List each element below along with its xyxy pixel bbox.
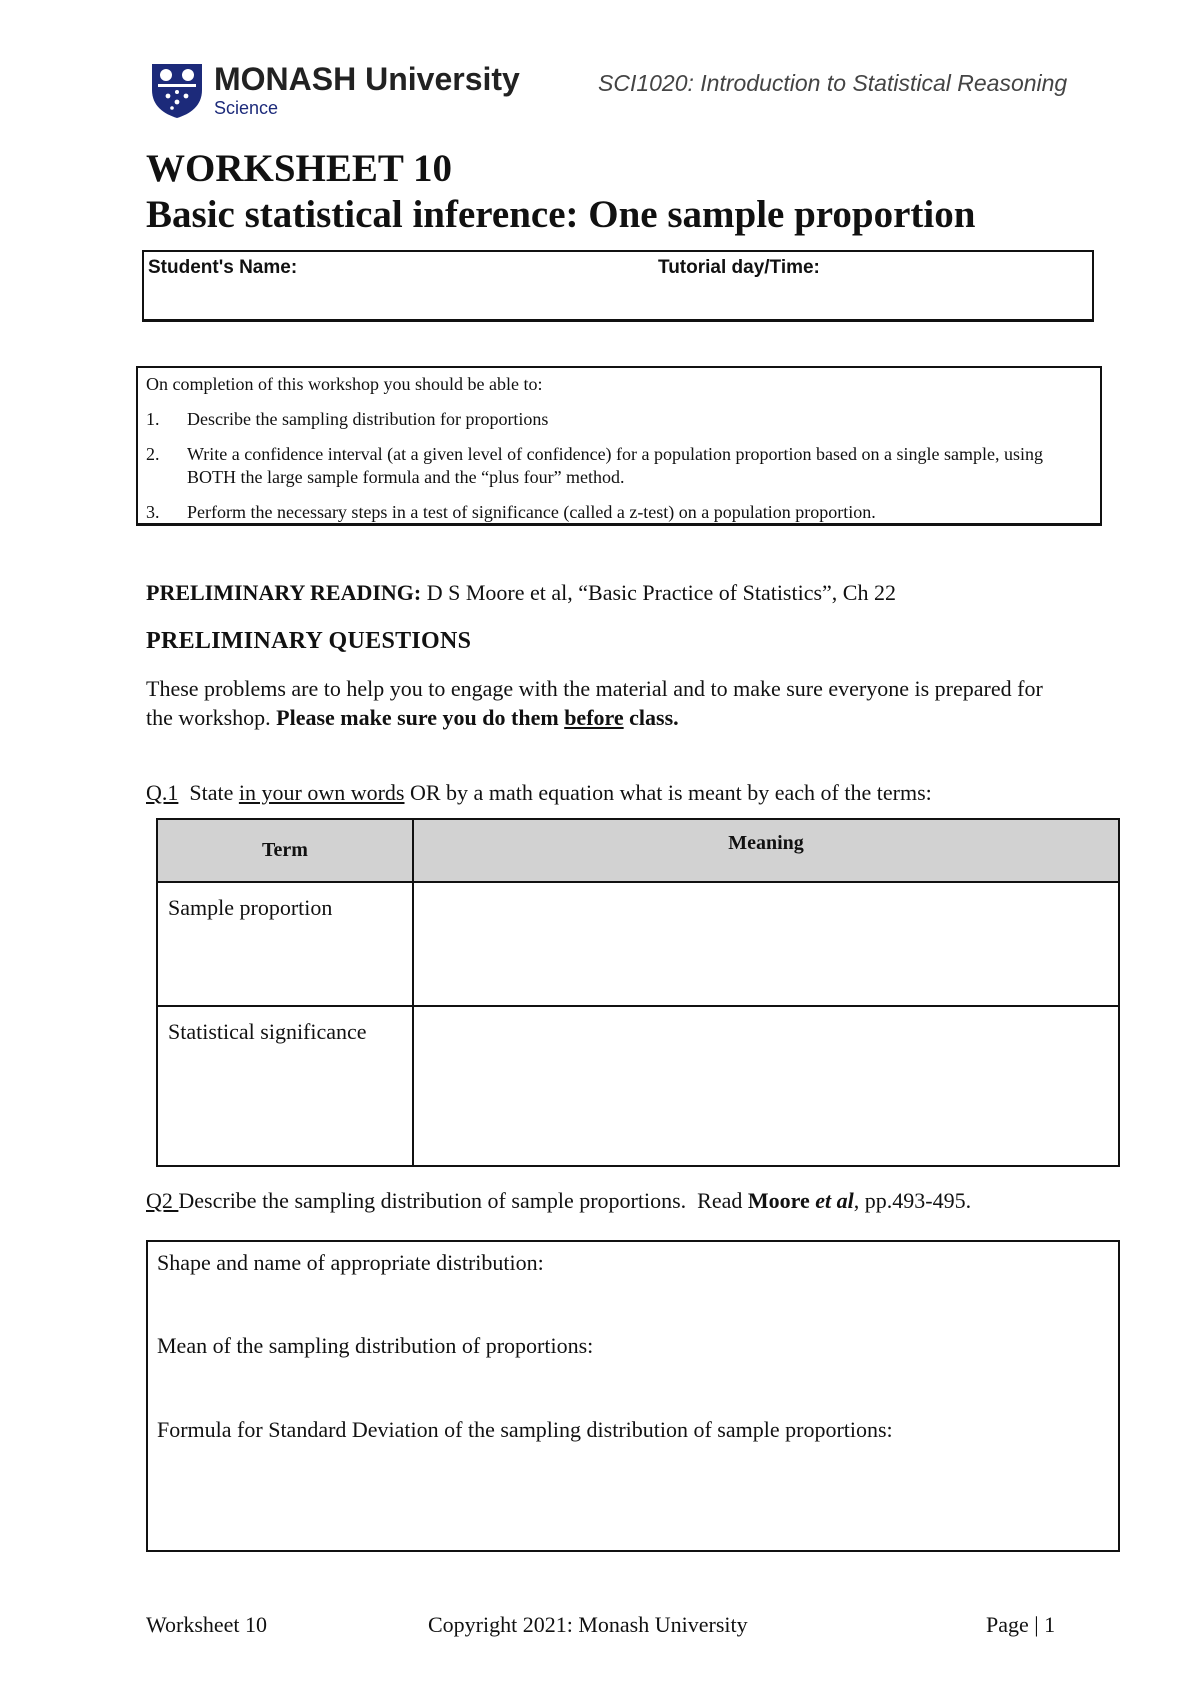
logo-subtext: Science: [214, 98, 279, 118]
intro-bold-1: Please make sure you do them: [276, 705, 565, 730]
worksheet-title: WORKSHEET 10: [146, 147, 452, 190]
objectives-intro: On completion of this workshop you should be able to:: [146, 374, 543, 394]
footer-page-number: Page | 1: [986, 1612, 1056, 1637]
table-row: [157, 1006, 1119, 1166]
preliminary-questions-intro: [146, 674, 1066, 732]
student-info-box[interactable]: [142, 250, 1094, 322]
learning-objectives-box: [136, 366, 1102, 526]
table-header-row: [157, 819, 1119, 882]
q1-underlined: in your own words: [238, 780, 405, 805]
q1-label: Q.1: [146, 780, 179, 805]
objective-text: Write a confidence interval (at a given level of confidence) for a population proportion based on a single sample, using BOTH the large sample formula and the “plus four” method.: [187, 444, 1043, 487]
objective-number: 2.: [146, 444, 160, 464]
meaning-column-header: Meaning: [413, 819, 1119, 882]
objective-text: Describe the sampling distribution for proportions: [187, 409, 549, 429]
q1-text-before: State: [178, 780, 239, 805]
logo-text: MONASH University: [214, 61, 520, 97]
term-cell: Sample proportion: [157, 882, 413, 1006]
q2-answer-box[interactable]: [146, 1240, 1120, 1552]
distribution-sd-field: Formula for Standard Deviation of the sampling distribution of sample proportions:: [157, 1417, 893, 1442]
q1-text-after: OR by a math equation what is meant by each of the terms:: [404, 780, 932, 805]
preliminary-questions-heading: PRELIMINARY QUESTIONS: [146, 628, 472, 654]
objective-number: 3.: [146, 502, 160, 522]
monash-science-logo: [150, 60, 520, 120]
intro-bold-underlined: before: [564, 705, 624, 730]
table-row: [157, 882, 1119, 1006]
objective-number: 1.: [146, 409, 160, 429]
course-title: SCI1020: Introduction to Statistical Reasoning: [598, 70, 1068, 96]
distribution-mean-field: Mean of the sampling distribution of proportions:: [157, 1333, 594, 1358]
q2-text-before: Describe the sampling distribution of sample proportions. Read: [178, 1188, 748, 1213]
preliminary-reading-label: PRELIMINARY READING:: [146, 580, 422, 605]
q2-text-after: , pp.493-495.: [853, 1188, 972, 1213]
tutorial-time-label: Tutorial day/Time:: [658, 257, 820, 278]
intro-bold-2: class.: [623, 705, 679, 730]
monash-crest-icon: [152, 64, 202, 118]
q2-label: Q2: [146, 1188, 179, 1213]
terms-table: [156, 818, 1120, 1167]
q2-bold: Moore: [747, 1188, 816, 1213]
meaning-answer-cell[interactable]: [413, 882, 1119, 1006]
term-cell: Statistical significance: [157, 1006, 413, 1166]
preliminary-reading: [146, 580, 896, 606]
student-name-label: Student's Name:: [148, 257, 298, 278]
meaning-answer-cell[interactable]: [413, 1006, 1119, 1166]
question-1: [146, 780, 932, 806]
term-column-header: Term: [157, 819, 413, 882]
intro-text: These problems are to help you to engage with the material and to make sure everyone is prepared for the workshop.: [146, 676, 1043, 730]
preliminary-reading-text: D S Moore et al, “Basic Practice of Statistics”, Ch 22: [421, 580, 896, 605]
objective-text: Perform the necessary steps in a test of significance (called a z-test) on a population proportion.: [187, 502, 876, 522]
question-2: [146, 1188, 971, 1214]
worksheet-subtitle: Basic statistical inference: One sample proportion: [146, 193, 976, 236]
distribution-shape-field: Shape and name of appropriate distribution:: [157, 1250, 544, 1275]
footer-copyright: Copyright 2021: Monash University: [428, 1612, 748, 1637]
footer-worksheet: Worksheet 10: [146, 1612, 268, 1637]
q2-bold-italic: et al: [815, 1188, 854, 1213]
